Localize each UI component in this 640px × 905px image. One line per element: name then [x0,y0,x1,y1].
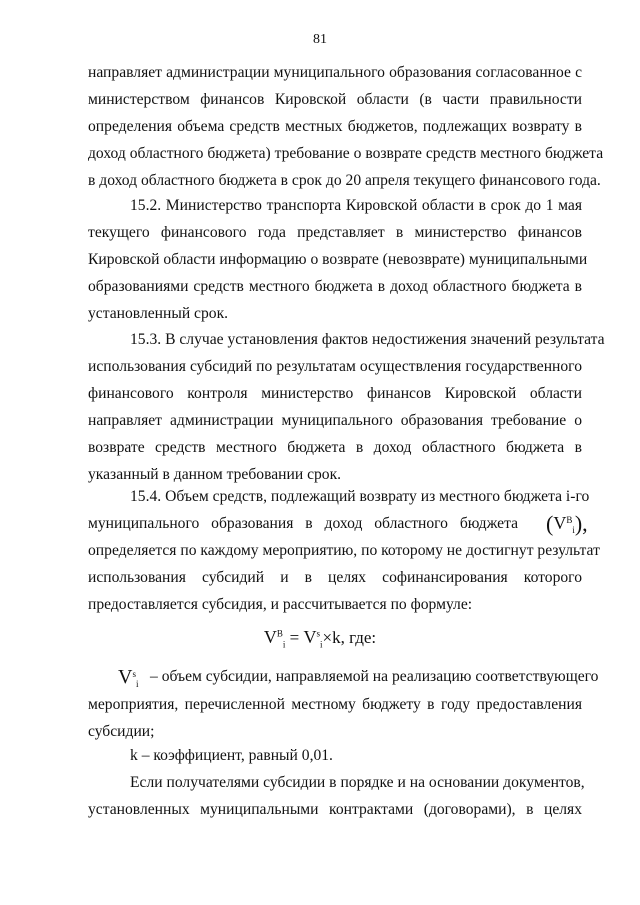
text-line: – объем субсидии, направляемой на реализацию соответствующего [150,668,599,685]
paragraph-15-4-first-line: 15.4. Объем средств, подлежащий возврату из местного бюджета i-го [130,488,590,505]
text-line: субсидии; [88,723,155,740]
inline-symbol-vib: $(V^B_i)$, [546,511,588,536]
text-line: мероприятия, перечисленной местному бюджету в году предоставления [88,696,582,713]
text-line: возврате средств местного бюджета в доход областного бюджета в [88,439,582,456]
text-line: текущего финансового года представляет в министерство финансов [88,224,582,241]
text-line: предоставляется субсидия, и рассчитывается по формуле: [88,596,473,613]
paragraph-15-2-first-line: 15.2. Министерство транспорта Кировской области в срок до 1 мая [130,197,582,214]
text-line: министерством финансов Кировской области (в части правильности [88,91,582,108]
text-line: указанный в данном требовании срок. [88,466,342,483]
text-line: муниципального образования в доход областного бюджета [88,515,518,532]
text-line: использования субсидий по результатам осуществления государственного [88,358,582,375]
text-line: k – коэффициент, равный 0,01. [130,747,333,764]
text-line: доход областного бюджета) требование о возврате средств местного бюджета [88,145,604,162]
text-line: установленный срок. [88,305,229,322]
paragraph-next-first-line: Если получателями субсидии в порядке и на основании документов, [130,774,585,791]
text-line: направляет администрации муниципального образования требование о [88,412,582,429]
text-line: использования субсидий и в целях софинансирования которого [88,569,582,586]
text-line: Кировской области информацию о возврате (невозврате) муниципальными [88,251,588,268]
text-line: определяется по каждому мероприятию, по которому не достигнут результат [88,542,600,559]
text-line: образованиями средств местного бюджета в доход областного бюджета в [88,278,582,295]
text-line: направляет администрации муниципального образования согласованное с [88,64,582,81]
text-line: определения объема средств местных бюджетов, подлежащих возврату в [88,118,582,135]
page-number: 81 [313,32,327,47]
text-line: в доход областного бюджета в срок до 20 апреля текущего финансового года. [88,172,601,189]
text-line: установленных муниципальными контрактами (договорами), в целях [88,801,582,818]
formula: $V^B_i = V^s_i\times k$, где: [263,627,377,650]
definition-symbol-vis: $V^s_i$ [118,666,139,690]
paragraph-15-3-first-line: 15.3. В случае установления фактов недостижения значений результата [130,331,605,348]
text-line: финансового контроля министерство финансов Кировской области [88,385,582,402]
